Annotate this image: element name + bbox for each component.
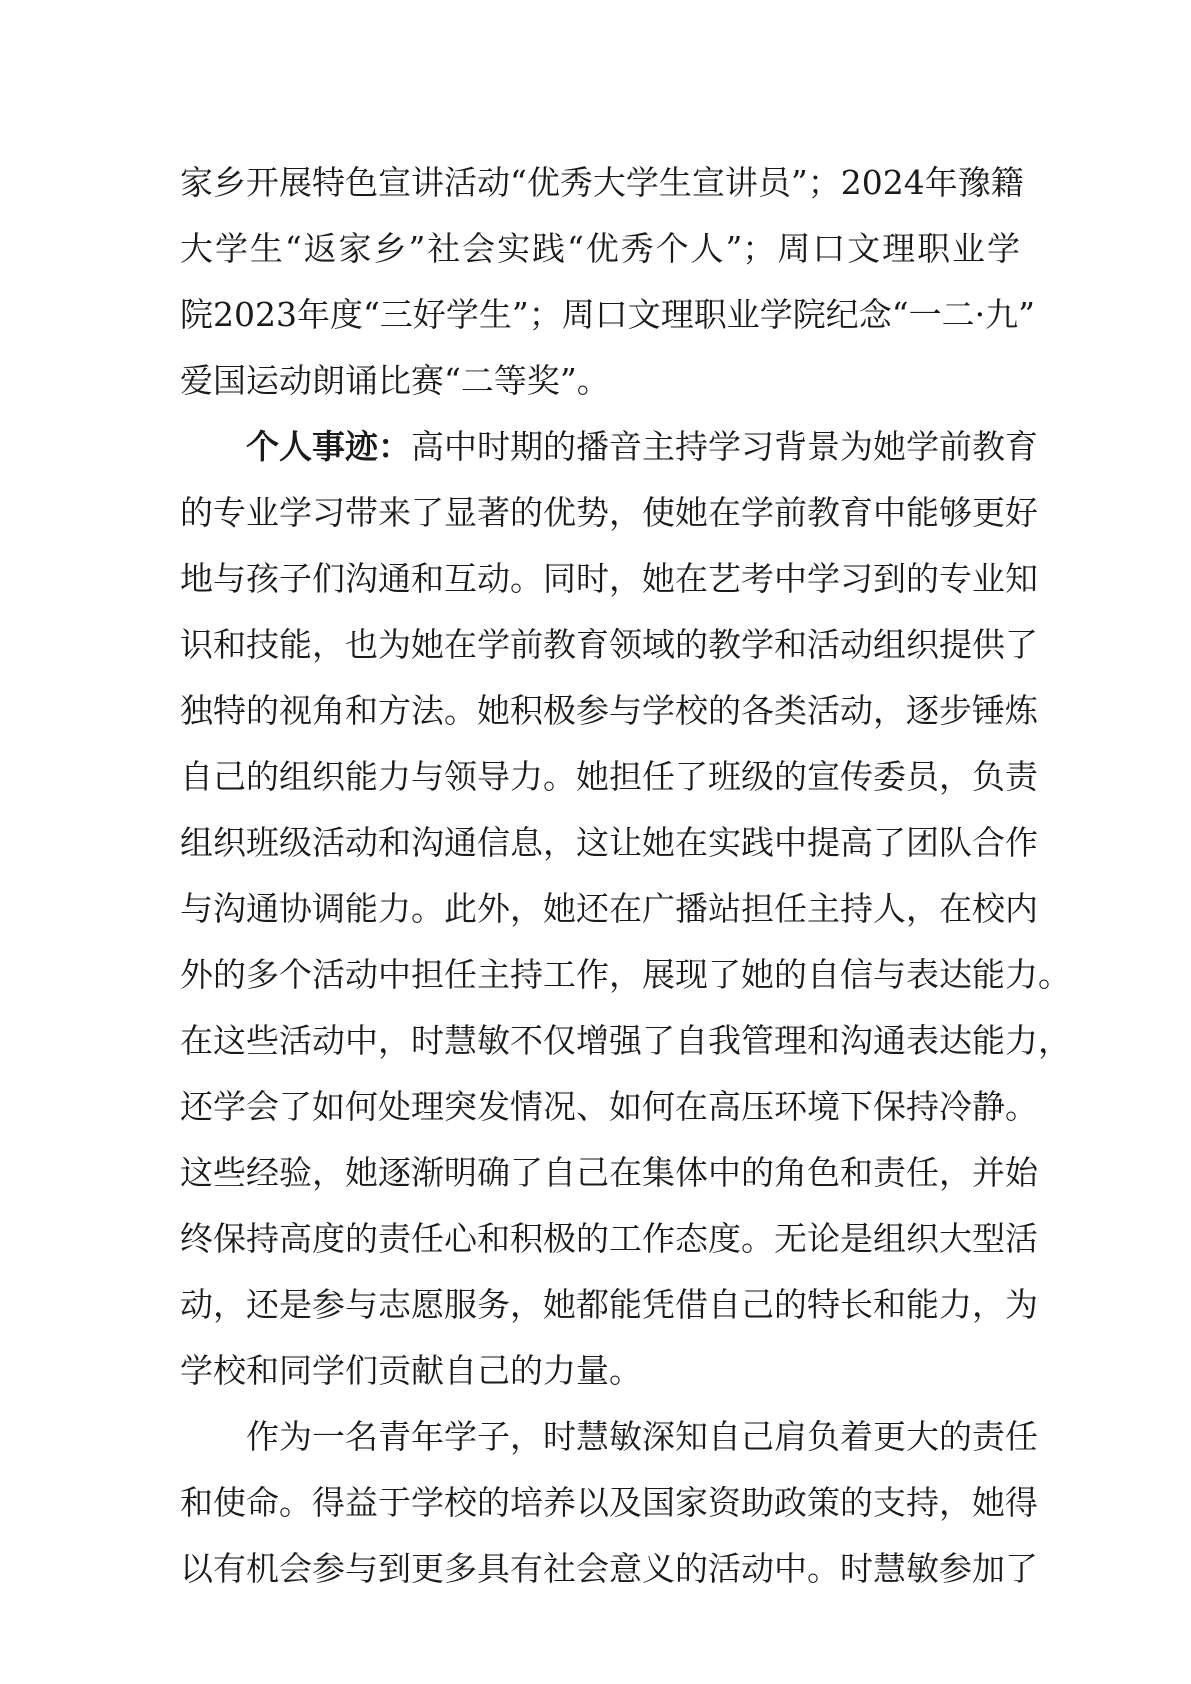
document-body xyxy=(180,150,1071,1602)
text-line: 动，还是参与志愿服务，她都能凭借自己的特长和能力，为 xyxy=(180,1285,1038,1324)
text-line xyxy=(180,414,1038,480)
text-line: 的专业学习带来了显著的优势，使她在学前教育中能够更好 xyxy=(180,493,1038,532)
text-line: 学校和同学们贡献自己的力量。 xyxy=(180,1351,642,1390)
text-line: 外的多个活动中担任主持工作，展现了她的自信与表达能力。 xyxy=(180,955,1071,994)
mission-paragraph xyxy=(180,1404,1038,1602)
text-line: 终保持高度的责任心和积极的工作态度。无论是组织大型活 xyxy=(180,1219,1038,1258)
text-line: 独特的视角和方法。她积极参与学校的各类活动，逐步锤炼 xyxy=(180,691,1038,730)
text-line: 地与孩子们沟通和互动。同时，她在艺考中学习到的专业知 xyxy=(180,559,1038,598)
personal-story-paragraph xyxy=(180,414,1071,1404)
text-line: 爱国运动朗诵比赛“二等奖”。 xyxy=(180,361,610,400)
section-heading: 个人事迹： xyxy=(246,427,411,466)
awards-paragraph xyxy=(180,150,1035,414)
text-line: 还学会了如何处理突发情况、如何在高压环境下保持冷静。 xyxy=(180,1087,1038,1126)
text-line: 院2023年度“三好学生”；周口文理职业学院纪念“一二·九” xyxy=(180,295,1035,334)
text-line: 与沟通协调能力。此外，她还在广播站担任主持人，在校内 xyxy=(180,889,1038,928)
text-line: 组织班级活动和沟通信息，这让她在实践中提高了团队合作 xyxy=(180,823,1038,862)
text-line: 这些经验，她逐渐明确了自己在集体中的角色和责任，并始 xyxy=(180,1153,1038,1192)
text-line: 作为一名青年学子，时慧敏深知自己肩负着更大的责任 xyxy=(246,1417,1038,1456)
text-line: 以有机会参与到更多具有社会意义的活动中。时慧敏参加了 xyxy=(180,1549,1038,1588)
text-span: 高中时期的播音主持学习背景为她学前教育 xyxy=(411,427,1038,466)
text-line: 在这些活动中，时慧敏不仅增强了自我管理和沟通表达能力， xyxy=(180,1021,1071,1060)
text-line: 家乡开展特色宣讲活动“优秀大学生宣讲员”；2024年豫籍 xyxy=(180,163,1024,202)
text-line: 和使命。得益于学校的培养以及国家资助政策的支持，她得 xyxy=(180,1483,1038,1522)
text-line: 大学生“返家乡”社会实践“优秀个人”；周口文理职业学 xyxy=(180,229,1020,268)
text-line: 识和技能，也为她在学前教育领域的教学和活动组织提供了 xyxy=(180,625,1038,664)
text-line: 自己的组织能力与领导力。她担任了班级的宣传委员，负责 xyxy=(180,757,1038,796)
